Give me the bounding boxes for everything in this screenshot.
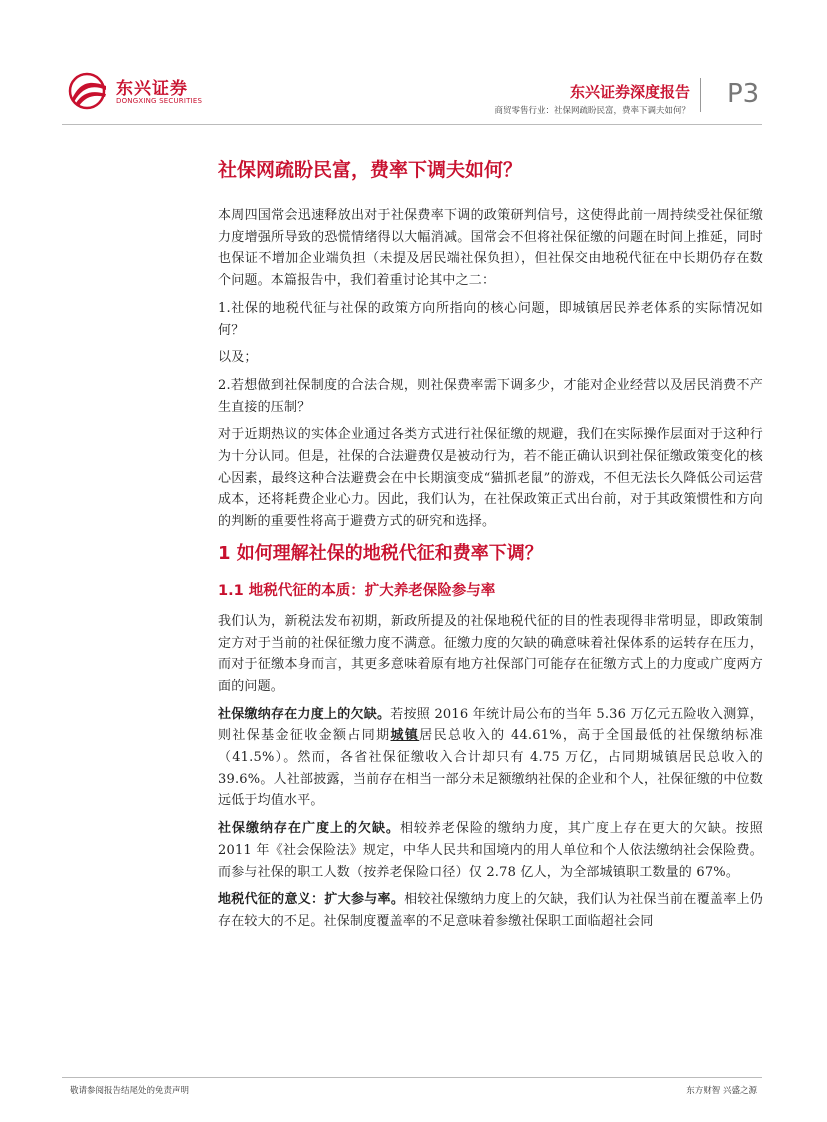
underlined-term: 城镇 <box>390 728 420 744</box>
report-type-title: 东兴证券深度报告 <box>569 83 690 101</box>
contribution-breadth-paragraph <box>218 818 763 883</box>
question-two: 2.若想做到社保制度的合法合规，则社保费率需下调多少，才能对企业经营以及居民消费不产生直接的压制？ <box>218 377 763 415</box>
disclaimer-note: 敬请参阅报告结尾处的免责声明 <box>70 1086 190 1096</box>
logo-icon <box>68 72 110 110</box>
section-1-heading: 1 如何理解社保的地税代征和费率下调？ <box>218 542 543 564</box>
paragraph-lead: 地税代征的意义：扩大参与率。 <box>218 892 405 908</box>
company-slogan: 东方财智 兴盛之源 <box>686 1086 757 1096</box>
section-paragraph: 我们认为，新税法发布初期，新政所提及的社保地税代征的目的性表现得非常明显，即政策制定方对于当前的社保征缴力度不满意。征缴力度的欠缺的确意味着社保体系的运转存在压力，而对于征缴本身而言，其更多意味着原有地方社保部门可能存在征缴方式上的力度或广度两方面的问题。 <box>218 613 763 694</box>
header-rule <box>62 124 762 125</box>
page-number: P3 <box>727 79 760 109</box>
footer-rule <box>62 1077 762 1078</box>
report-subtitle: 商贸零售行业：社保网疏盼民富，费率下调夫如何？ <box>494 106 690 116</box>
paragraph-text: 相较养老保险的缴纳力度，其广度上存在更大的欠缺。按照 2011 年《社会保险法》规定，中华人民共和国境内的用人单位和个人依法缴纳社会保险费。而参与社保的职工人数（按养老保险口径）仅 2.78 亿人，为全部城镇职工数量的 67%。 <box>218 821 763 880</box>
contribution-intensity-paragraph <box>218 704 763 813</box>
header-divider <box>700 78 701 112</box>
page-header <box>0 0 827 130</box>
connector-text: 以及； <box>218 350 258 366</box>
tax-collection-meaning-paragraph <box>218 889 763 932</box>
paragraph-lead: 社保缴纳存在广度上的欠缺。 <box>218 821 400 837</box>
company-logo <box>68 72 203 110</box>
article-body <box>218 155 763 939</box>
question-one: 1.社保的地税代征与社保的政策方向所指向的核心问题，即城镇居民养老体系的实际情况如何？ <box>218 300 763 338</box>
intro-paragraph: 本周四国常会迅速释放出对于社保费率下调的政策研判信号，这使得此前一周持续受社保征缴力度增强所导致的恐慌情绪得以大幅消减。国常会不但将社保征缴的问题在时间上推延，同时也保证不增加企业端负担（未提及居民端社保负担），但社保交由地税代征在中长期仍存在数个问题。本篇报告中，我们着重讨论其中之二： <box>218 208 763 289</box>
intro-conclusion: 对于近期热议的实体企业通过各类方式进行社保征缴的规避，我们在实际操作层面对于这种行为十分认同。但是，社保的合法避费仅是被动行为，若不能正确认识到社保征缴政策变化的核心因素，最终这种合法避费会在中长期演变成“猫抓老鼠”的游戏，不但无法长久降低公司运营成本，还将耗费企业心力。因此，我们认为，在社保政策正式出台前，对于其政策惯性和方向的判断的重要性将高于避费方式的研究和选择。 <box>218 427 763 530</box>
paragraph-text: 若按照 2016 年统计局公布的当年 5.36 万亿元五险收入测算，则社保基金征收金额占同期 <box>218 706 763 744</box>
paragraph-lead: 社保缴纳存在力度上的欠缺。 <box>218 706 391 722</box>
paragraph-text: 相较社保缴纳力度上的欠缺，我们认为社保当前在覆盖率上仍存在较大的不足。社保制度覆盖率的不足意味着参缴社保职工面临超社会同 <box>218 892 763 929</box>
section-1-1-heading: 1.1 地税代征的本质：扩大养老保险参与率 <box>218 582 496 599</box>
logo-english-text: DONGXING SECURITIES <box>116 97 203 105</box>
paragraph-text: 居民总收入的 44.61%，高于全国最低的社保缴纳标准（41.5%）。然而，各省社保征缴收入合计却只有 4.75 万亿，占同期城镇居民总收入的 39.6%。人社部披露，当前存在相当一部分未足额缴纳社保的企业和个人，社保征缴的中位数远低于均值水平。 <box>218 728 763 809</box>
logo-chinese-text: 东兴证券 <box>116 79 188 99</box>
article-title: 社保网疏盼民富，费率下调夫如何？ <box>218 159 523 181</box>
